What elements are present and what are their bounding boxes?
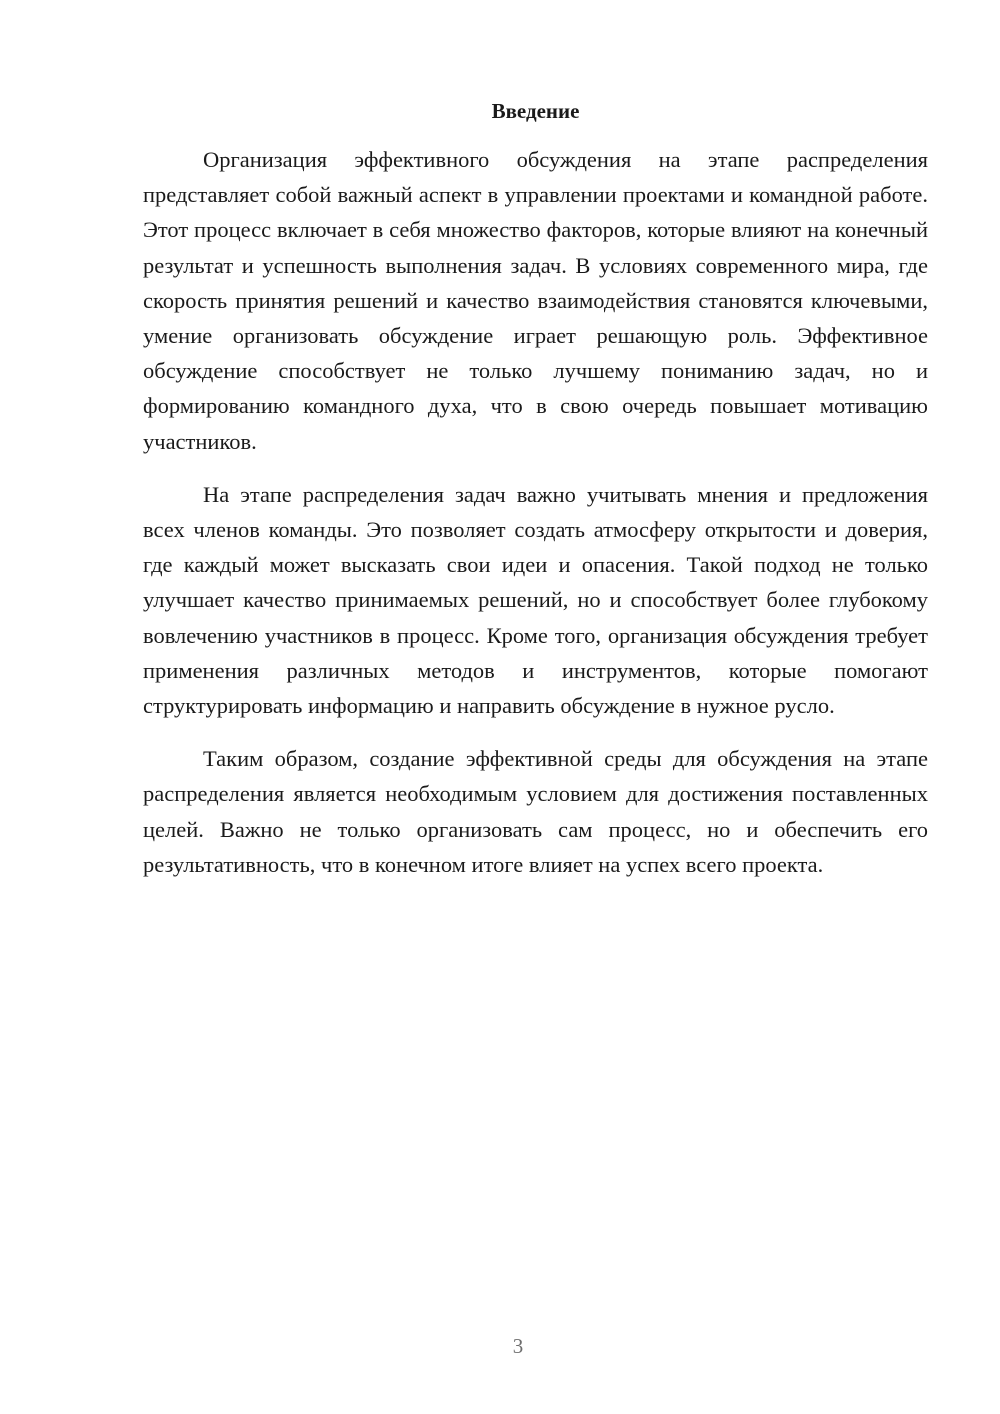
section-heading: Введение <box>491 99 580 123</box>
body-text <box>143 142 928 900</box>
paragraph-2: На этапе распределения задач важно учитывать мнения и предложения всех членов команды. Это позволяет создать атмосферу открытости и доверия, где каждый может высказать свои идеи и опасения. Такой подход не только улучшает качество принимаемых решений, но и способствует более глубокому вовлечению участников в процесс. Кроме того, организация обсуждения требует применения различных методов и инструментов, которые помогают структурировать информацию и направить обсуждение в нужное русло. <box>143 481 928 719</box>
page-number: 3 <box>512 1334 524 1358</box>
paragraph-1: Организация эффективного обсуждения на этапе распределения представляет собой важный аспект в управлении проектами и командной работе. Этот процесс включает в себя множество факторов, которые влияют на конечный результат и успешность выполнения задач. В условиях современного мира, где скорость принятия решений и качество взаимодействия становятся ключевыми, умение организовать обсуждение играет решающую роль. Эффективное обсуждение способствует не только лучшему пониманию задач, но и формированию командного духа, что в свою очередь повышает мотивацию участников. <box>143 147 928 454</box>
paragraph-3: Таким образом, создание эффективной среды для обсуждения на этапе распределения является необходимым условием для достижения поставленных целей. Важно не только организовать сам процесс, но и обеспечить его результативность, что в конечном итоге влияет на успех всего проекта. <box>143 746 928 877</box>
